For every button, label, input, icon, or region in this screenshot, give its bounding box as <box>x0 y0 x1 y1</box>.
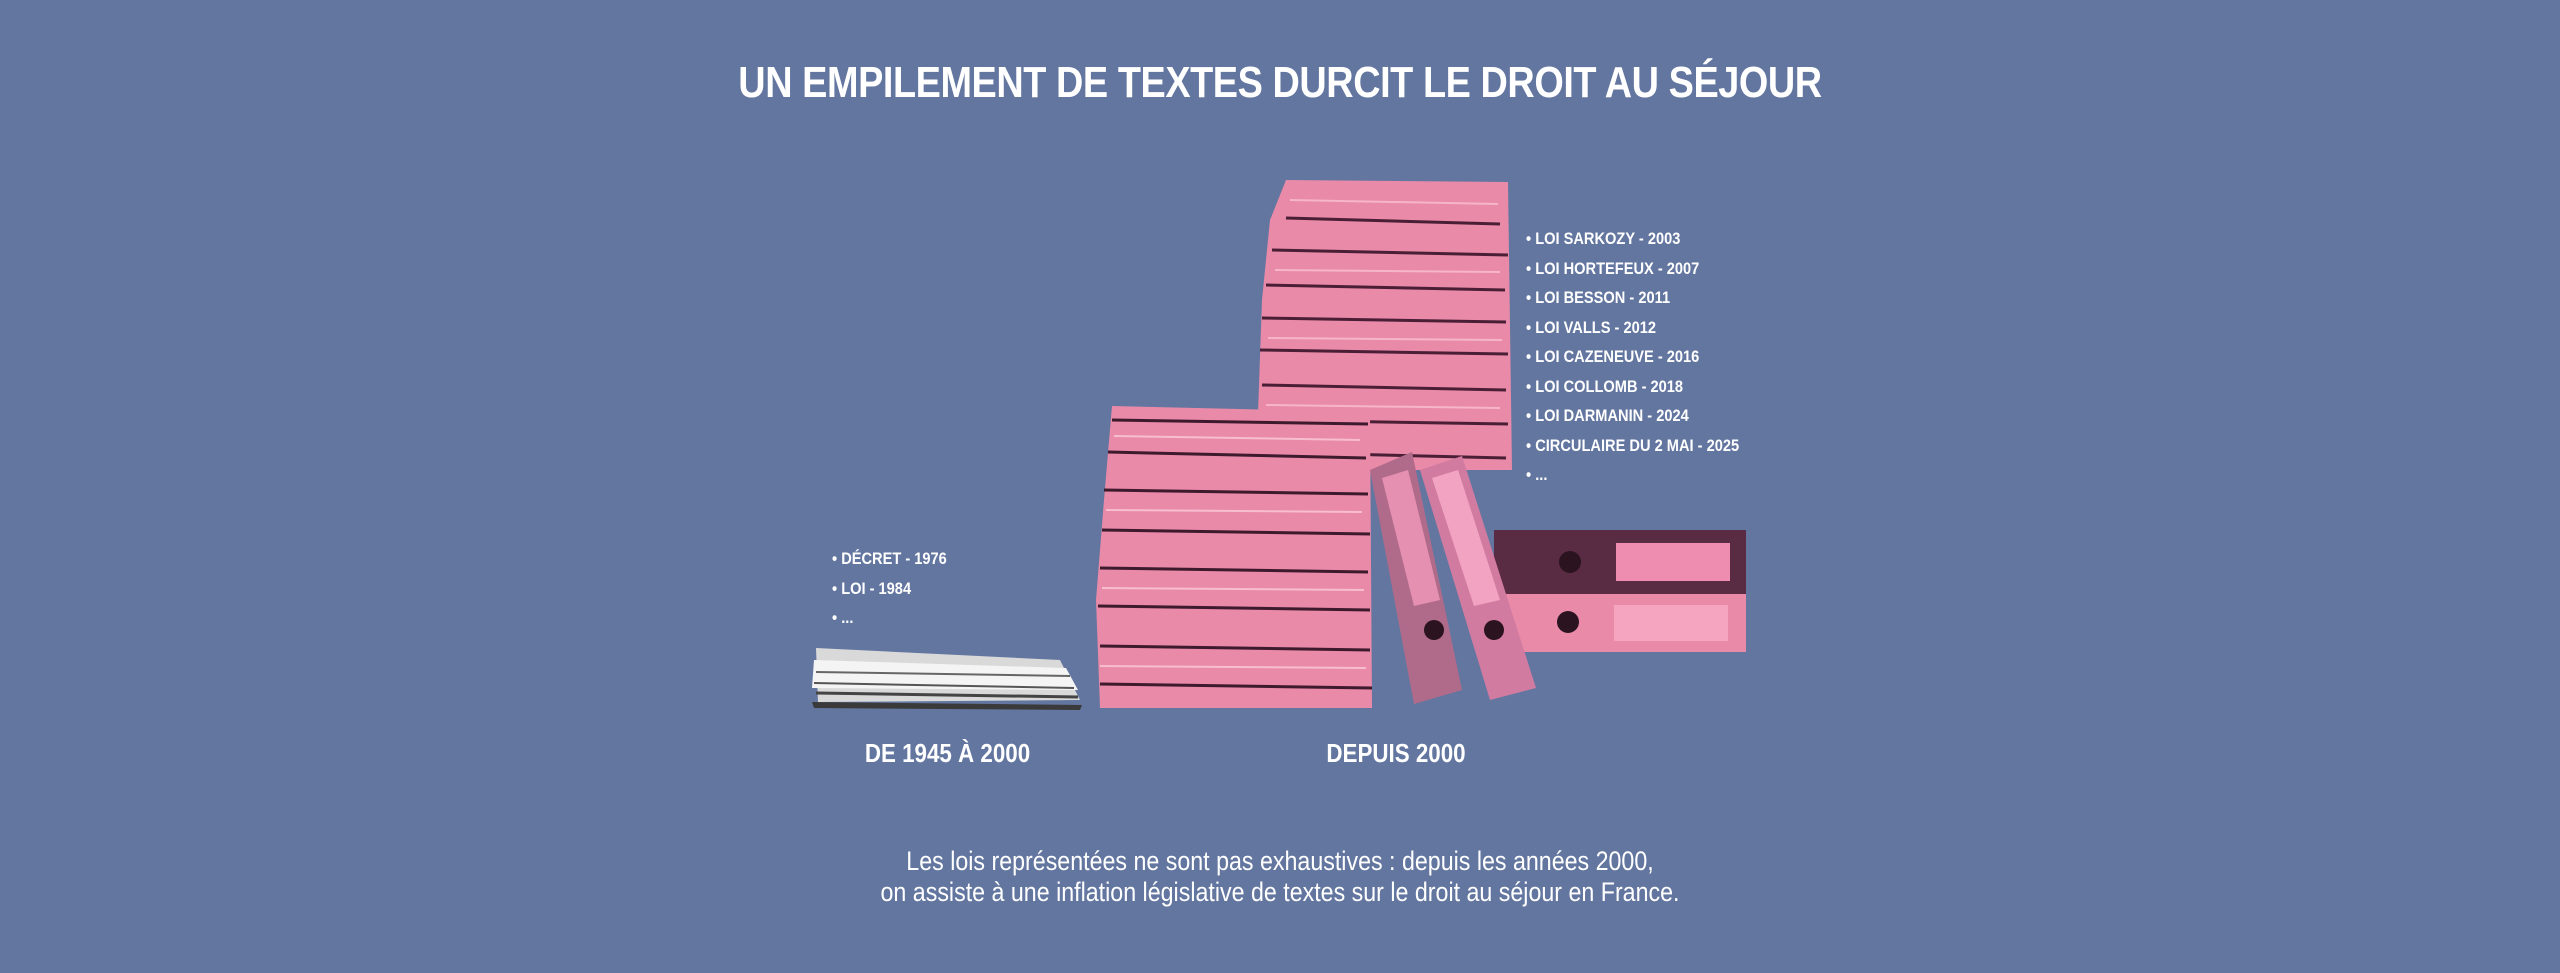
horizontal-binders <box>1494 530 1746 652</box>
list-item: • LOI COLLOMB - 2018 <box>1526 372 1739 402</box>
list-item: • ... <box>832 603 947 633</box>
laws-list-before-2000 <box>832 544 947 633</box>
caption <box>179 846 2381 908</box>
list-item: • LOI CAZENEUVE - 2016 <box>1526 342 1739 372</box>
list-item: • LOI BESSON - 2011 <box>1526 283 1739 313</box>
period-label-since-2000: DEPUIS 2000 <box>1326 738 1466 768</box>
list-item: • ... <box>1526 460 1739 490</box>
list-item: • LOI HORTEFEUX - 2007 <box>1526 254 1739 284</box>
list-item: • LOI - 1984 <box>832 574 947 604</box>
caption-line-2: on assiste à une inflation législative de textes sur le droit au séjour en France. <box>880 877 1680 907</box>
laws-list-since-2000 <box>1526 224 1739 490</box>
list-item: • LOI SARKOZY - 2003 <box>1526 224 1739 254</box>
small-paper-stack <box>812 648 1082 710</box>
list-item: • CIRCULAIRE DU 2 MAI - 2025 <box>1526 431 1739 461</box>
front-paper-stack <box>1096 406 1372 708</box>
list-item: • LOI DARMANIN - 2024 <box>1526 401 1739 431</box>
caption-line-1: Les lois représentées ne sont pas exhaustives : depuis les années 2000, <box>906 846 1654 876</box>
page-title: UN EMPILEMENT DE TEXTES DURCIT LE DROIT AU SÉJOUR <box>738 58 1822 107</box>
list-item: • LOI VALLS - 2012 <box>1526 313 1739 343</box>
list-item: • DÉCRET - 1976 <box>832 544 947 574</box>
period-label-before-2000: DE 1945 À 2000 <box>864 738 1031 768</box>
